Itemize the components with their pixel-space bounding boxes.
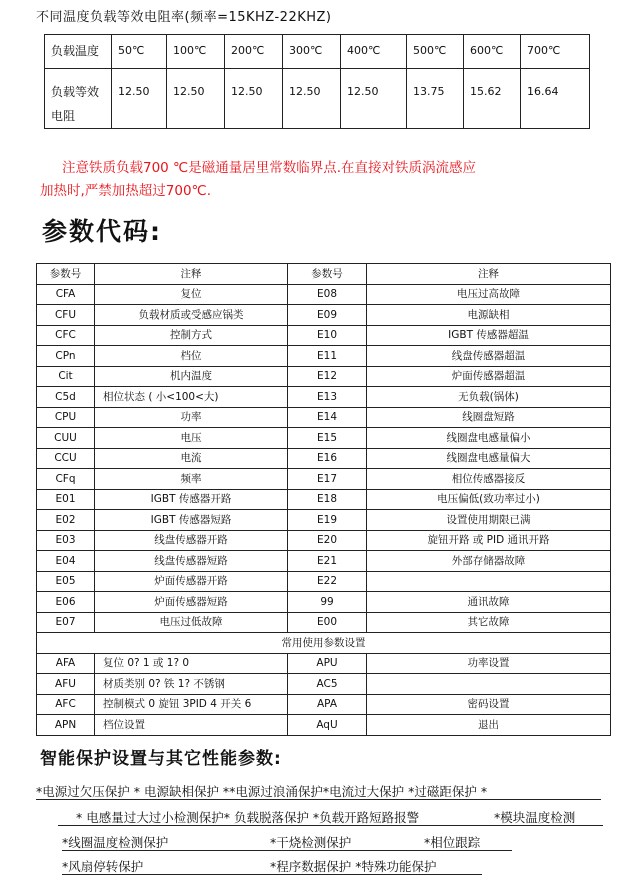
- code-cell: CFC: [37, 325, 95, 346]
- code-cell: E13: [288, 387, 367, 408]
- table-row: [37, 489, 611, 510]
- code-cell: E07: [37, 612, 95, 633]
- temperature-cell: 50℃: [112, 35, 167, 69]
- feature-line: * 电感量过大过小检测保护* 负载脱落保护 *负载开路短路报警: [76, 810, 420, 825]
- table-header-row: [37, 264, 611, 285]
- table-row: [37, 387, 611, 408]
- underline-divider: [62, 874, 482, 875]
- table-row: [37, 612, 611, 633]
- code-cell: AC5: [288, 674, 367, 695]
- code-cell: CCU: [37, 448, 95, 469]
- code-cell: E15: [288, 428, 367, 449]
- underline-divider: [62, 850, 512, 851]
- description-cell: 负载材质或受感应锅类: [95, 305, 288, 326]
- header-cell: 参数号: [37, 264, 95, 285]
- resistance-cell: 12.50: [167, 69, 225, 129]
- settings-header-cell: 常用使用参数设置: [37, 633, 611, 654]
- code-cell: E01: [37, 489, 95, 510]
- code-cell: E05: [37, 571, 95, 592]
- description-cell: [367, 674, 611, 695]
- code-cell: CFq: [37, 469, 95, 490]
- settings-row: [37, 653, 611, 674]
- description-cell: 线盘传感器开路: [95, 530, 288, 551]
- code-cell: CPn: [37, 346, 95, 367]
- resistance-label: [45, 69, 112, 129]
- description-cell: 档位: [95, 346, 288, 367]
- table-row: [37, 530, 611, 551]
- description-cell: 线盘传感器超温: [367, 346, 611, 367]
- code-cell: E02: [37, 510, 95, 531]
- temperature-cell: 300℃: [283, 35, 341, 69]
- table-row: [37, 428, 611, 449]
- code-cell: E10: [288, 325, 367, 346]
- code-cell: E03: [37, 530, 95, 551]
- table-row: [37, 284, 611, 305]
- description-cell: 其它故障: [367, 612, 611, 633]
- description-cell: 电压偏低(致功率过小): [367, 489, 611, 510]
- warning-note: [40, 157, 620, 203]
- description-cell: 档位设置: [95, 715, 288, 736]
- temperature-cell: 600℃: [464, 35, 521, 69]
- parameter-codes-heading: 参数代码:: [42, 217, 162, 246]
- code-cell: CFU: [37, 305, 95, 326]
- warning-line: 加热时,严禁加热超过700℃.: [40, 183, 212, 199]
- description-cell: 线盘传感器短路: [95, 551, 288, 572]
- code-cell: CUU: [37, 428, 95, 449]
- resistance-table: [44, 34, 590, 129]
- description-cell: 控制方式: [95, 325, 288, 346]
- description-cell: 线圈盘电感量偏小: [367, 428, 611, 449]
- code-cell: E20: [288, 530, 367, 551]
- description-cell: 复位: [95, 284, 288, 305]
- resistance-cell: 12.50: [283, 69, 341, 129]
- code-cell: E08: [288, 284, 367, 305]
- description-cell: 电源缺相: [367, 305, 611, 326]
- underline-divider: [36, 799, 601, 800]
- header-cell: 注释: [367, 264, 611, 285]
- description-cell: 线圈盘短路: [367, 407, 611, 428]
- description-cell: IGBT 传感器超温: [367, 325, 611, 346]
- description-cell: 电流: [95, 448, 288, 469]
- resistance-cell: 13.75: [407, 69, 464, 129]
- table-row: [37, 510, 611, 531]
- settings-row: [37, 674, 611, 695]
- table-row: [37, 571, 611, 592]
- description-cell: 炉面传感器超温: [367, 366, 611, 387]
- code-cell: CFA: [37, 284, 95, 305]
- feature-line: *程序数据保护 *特殊功能保护: [270, 859, 437, 874]
- description-cell: 电压过低故障: [95, 612, 288, 633]
- table-row: [37, 346, 611, 367]
- code-cell: E19: [288, 510, 367, 531]
- description-cell: 材质类别 0? 铁 1? 不锈钢: [95, 674, 288, 695]
- description-cell: IGBT 传感器短路: [95, 510, 288, 531]
- protection-heading: 智能保护设置与其它性能参数:: [40, 749, 282, 769]
- description-cell: 功率设置: [367, 653, 611, 674]
- description-cell: 机内温度: [95, 366, 288, 387]
- code-cell: E14: [288, 407, 367, 428]
- temperature-row: [45, 35, 590, 69]
- code-cell: Cit: [37, 366, 95, 387]
- code-cell: 99: [288, 592, 367, 613]
- temperature-cell: 400℃: [341, 35, 407, 69]
- code-cell: E04: [37, 551, 95, 572]
- feature-line: *干烧检测保护: [270, 835, 352, 850]
- description-cell: 设置使用期限已满: [367, 510, 611, 531]
- description-cell: 功率: [95, 407, 288, 428]
- code-cell: AFC: [37, 694, 95, 715]
- feature-line: *风扇停转保护: [62, 859, 144, 874]
- code-cell: CPU: [37, 407, 95, 428]
- table-row: [37, 305, 611, 326]
- underline-divider: [58, 825, 603, 826]
- code-cell: E18: [288, 489, 367, 510]
- description-cell: 相位状态 ( 小<100<大): [95, 387, 288, 408]
- code-cell: E21: [288, 551, 367, 572]
- table-row: [37, 592, 611, 613]
- table-row: [37, 366, 611, 387]
- description-cell: 炉面传感器开路: [95, 571, 288, 592]
- code-cell: E06: [37, 592, 95, 613]
- resistance-cell: 12.50: [112, 69, 167, 129]
- description-cell: 无负载(锅体): [367, 387, 611, 408]
- code-cell: APN: [37, 715, 95, 736]
- settings-row: [37, 715, 611, 736]
- table-row: [37, 448, 611, 469]
- code-cell: E00: [288, 612, 367, 633]
- description-cell: IGBT 传感器开路: [95, 489, 288, 510]
- temperature-cell: 200℃: [225, 35, 283, 69]
- table-row: [37, 551, 611, 572]
- temperature-label: 负载温度: [45, 35, 112, 69]
- temperature-cell: 700℃: [521, 35, 590, 69]
- temperature-cell: 500℃: [407, 35, 464, 69]
- parameter-code-table: [36, 263, 611, 736]
- feature-line: *相位跟踪: [424, 835, 481, 850]
- description-cell: 电压过高故障: [367, 284, 611, 305]
- resistance-cell: 16.64: [521, 69, 590, 129]
- table-row: [37, 407, 611, 428]
- code-cell: APA: [288, 694, 367, 715]
- code-cell: C5d: [37, 387, 95, 408]
- description-cell: 复位 0? 1 或 1? 0: [95, 653, 288, 674]
- code-cell: E09: [288, 305, 367, 326]
- code-cell: E16: [288, 448, 367, 469]
- description-cell: 旋钮开路 或 PID 通讯开路: [367, 530, 611, 551]
- description-cell: 线圈盘电感量偏大: [367, 448, 611, 469]
- table-row: [37, 469, 611, 490]
- resistance-cell: 15.62: [464, 69, 521, 129]
- description-cell: 外部存储器故障: [367, 551, 611, 572]
- code-cell: APU: [288, 653, 367, 674]
- code-cell: E17: [288, 469, 367, 490]
- description-cell: 退出: [367, 715, 611, 736]
- code-cell: E22: [288, 571, 367, 592]
- table-row: [37, 325, 611, 346]
- resistance-row: [45, 69, 590, 129]
- description-cell: 电压: [95, 428, 288, 449]
- description-cell: 控制模式 0 旋钮 3PID 4 开关 6: [95, 694, 288, 715]
- feature-line: *线圈温度检测保护: [62, 835, 169, 850]
- resistance-label-line1: 负载等效: [51, 85, 100, 99]
- description-cell: 相位传感器接反: [367, 469, 611, 490]
- resistance-cell: 12.50: [225, 69, 283, 129]
- description-cell: 频率: [95, 469, 288, 490]
- resistance-label-line2: 电阻: [51, 109, 76, 123]
- page-title: 不同温度负载等效电阻率(频率=15KHZ-22KHZ): [36, 10, 332, 25]
- temperature-cell: 100℃: [167, 35, 225, 69]
- feature-line: *模块温度检测: [494, 810, 576, 825]
- description-cell: [367, 571, 611, 592]
- header-cell: 参数号: [288, 264, 367, 285]
- code-cell: AqU: [288, 715, 367, 736]
- code-cell: E12: [288, 366, 367, 387]
- code-cell: E11: [288, 346, 367, 367]
- description-cell: 通讯故障: [367, 592, 611, 613]
- warning-line: 注意铁质负载700 ℃是磁通量居里常数临界点.在直接对铁质涡流感应: [62, 160, 477, 176]
- description-cell: 炉面传感器短路: [95, 592, 288, 613]
- header-cell: 注释: [95, 264, 288, 285]
- settings-row: [37, 694, 611, 715]
- settings-header-row: [37, 633, 611, 654]
- code-cell: AFA: [37, 653, 95, 674]
- code-cell: AFU: [37, 674, 95, 695]
- feature-line: *电源过欠压保护 * 电源缺相保护 **电源过浪涌保护*电流过大保护 *过磁距保护 *: [36, 784, 488, 799]
- description-cell: 密码设置: [367, 694, 611, 715]
- resistance-cell: 12.50: [341, 69, 407, 129]
